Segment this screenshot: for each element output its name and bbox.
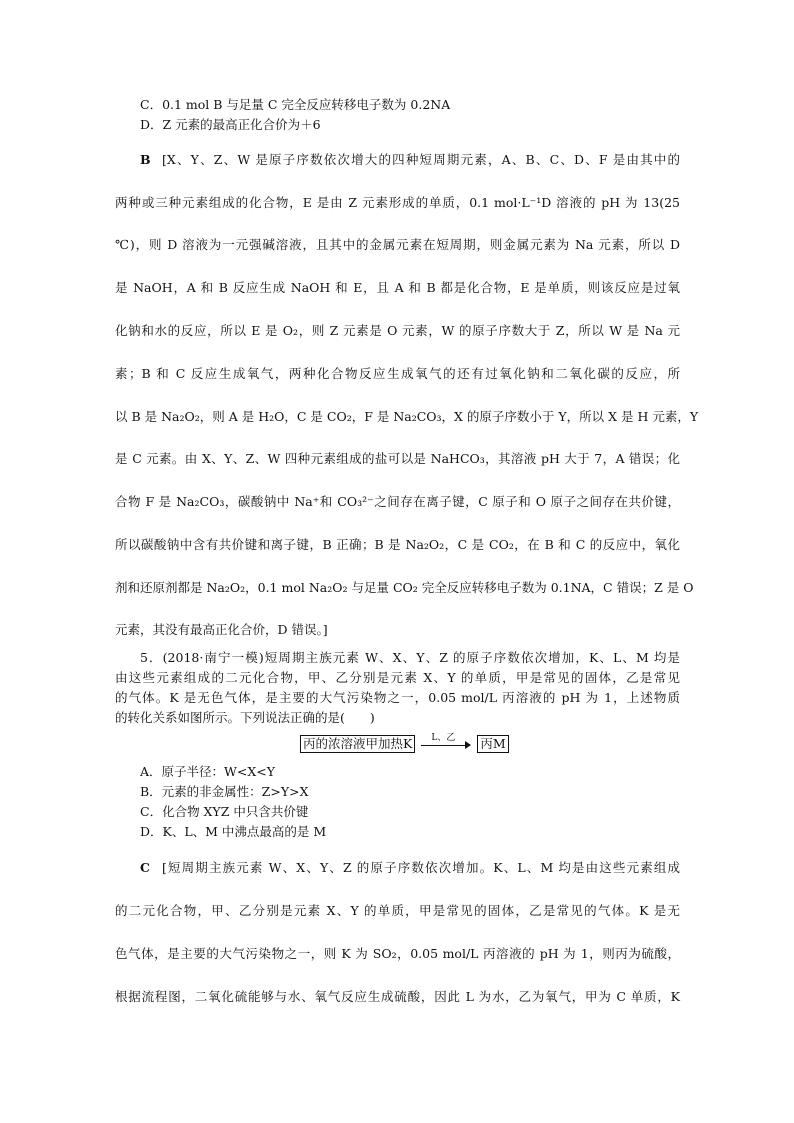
q4-answer-line: 两种或三种元素组成的化合物，E 是由 Z 元素形成的单质，0.1 mol·L⁻¹D 溶液的 pH 为 13(25 — [115, 195, 680, 210]
q4-answer-line: 素；B 和 C 反应生成氧气，两种化合物反应生成氧气的还有过氧化钠和二氧化碳的反应，所 — [115, 366, 680, 381]
q5-stem-line: 5．(2018·南宁一模)短周期主族元素 W、X、Y、Z 的原子序数依次增加，K、L、M 均是 — [140, 650, 680, 665]
q5-flow-diagram — [300, 735, 509, 753]
q4-option-c: C．0.1 mol B 与足量 C 完全反应转移电子数为 0.2NA — [140, 97, 451, 112]
q4-answer-line: 元素，其没有最高正化合价，D 错误。] — [115, 622, 328, 637]
q5-answer-line: [短周期主族元素 W、X、Y、Z 的原子序数依次增加。K、L、M 均是由这些元素组成 — [162, 860, 680, 875]
flow-arrow-icon — [421, 733, 471, 752]
q4-answer-line: 以 B 是 Na₂O₂，则 A 是 H₂O，C 是 CO₂，F 是 Na₂CO₃，X 的原子序数小于 Y，所以 X 是 H 元素，Y — [115, 409, 699, 424]
q5-answer-line: 色气体，是主要的大气污染物之一，则 K 为 SO₂，0.05 mol/L 丙溶液的 pH 为 1，则丙为硫酸， — [115, 946, 680, 961]
q4-answer-line: 合物 F 是 Na₂CO₃，碳酸钠中 Na⁺和 CO₃²⁻之间存在离子键，C 原子和 O 原子之间存在共价键， — [115, 494, 680, 509]
q5-stem-line: 由这些元素组成的二元化合物，甲、乙分别是元素 X、Y 的单质，甲是常见的固体，乙是常见 — [115, 670, 680, 685]
flow-box-reactants: 丙的浓溶液甲加热K — [300, 735, 415, 753]
q5-option-a: A．原子半径：W<X<Y — [140, 764, 275, 779]
q5-answer-letter: C — [140, 860, 150, 875]
q4-answer-line: 化钠和水的反应，所以 E 是 O₂，则 Z 元素是 O 元素，W 的原子序数大于 Z，所以 W 是 Na 元 — [115, 323, 680, 338]
q5-option-c: C．化合物 XYZ 中只含共价键 — [140, 804, 309, 819]
q5-option-b: B．元素的非金属性：Z>Y>X — [140, 784, 309, 799]
q5-stem-line: 的气体。K 是无色气体，是主要的大气污染物之一，0.05 mol/L 丙溶液的 pH 为 1，上述物质 — [115, 690, 680, 705]
q4-option-d: D．Z 元素的最高正化合价为＋6 — [140, 117, 321, 132]
q5-option-d: D．K、L、M 中沸点最高的是 M — [140, 824, 327, 839]
q4-answer-line: ℃)，则 D 溶液为一元强碱溶液，且其中的金属元素在短周期，则金属元素为 Na 元素，所以 D — [115, 237, 680, 252]
q4-answer-letter: B — [140, 152, 151, 167]
flow-box-products: 丙M — [477, 735, 508, 753]
q5-answer-line: 根据流程图，二氧化硫能够与水、氧气反应生成硫酸，因此 L 为水，乙为氧气，甲为 C 单质，K — [115, 989, 680, 1004]
q4-answer-line: 剂和还原剂都是 Na₂O₂，0.1 mol Na₂O₂ 与足量 CO₂ 完全反应转移电子数为 0.1NA，C 错误；Z 是 O — [115, 580, 694, 595]
q4-answer-line: [X、Y、Z、W 是原子序数依次增大的四种短周期元素，A、B、C、D、F 是由其中的 — [162, 152, 680, 167]
flow-arrow-label: L、乙 — [431, 733, 456, 743]
q4-answer-line: 是 C 元素。由 X、Y、Z、W 四种元素组成的盐可以是 NaHCO₃，其溶液 pH 大于 7，A 错误；化 — [115, 451, 680, 466]
q5-answer-line: 的二元化合物，甲、乙分别是元素 X、Y 的单质，甲是常见的固体，乙是常见的气体。K 是无 — [115, 903, 680, 918]
q4-answer-line: 所以碳酸钠中含有共价键和离子键，B 正确；B 是 Na₂O₂，C 是 CO₂，在 B 和 C 的反应中，氧化 — [115, 537, 680, 552]
q4-answer-line: 是 NaOH，A 和 B 反应生成 NaOH 和 E，且 A 和 B 都是化合物，E 是单质，则该反应是过氧 — [115, 280, 680, 295]
q5-stem-line: 的转化关系如图所示。下列说法正确的是( ) — [115, 710, 375, 725]
